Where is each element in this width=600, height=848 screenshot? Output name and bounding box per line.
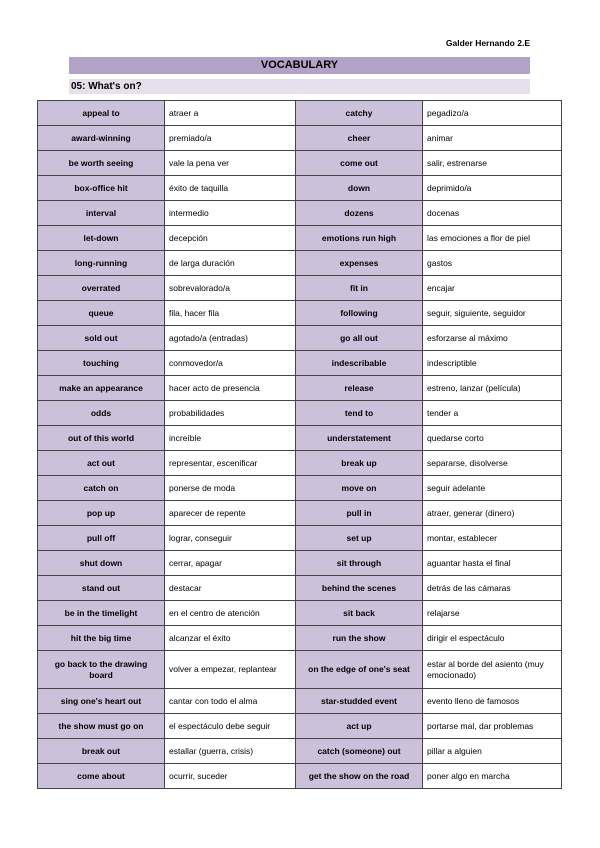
term-cell: sing one's heart out: [38, 689, 165, 714]
definition-cell: seguir adelante: [423, 476, 562, 501]
term-cell: queue: [38, 301, 165, 326]
term-cell: indescribable: [296, 351, 423, 376]
definition-cell: representar, escenificar: [165, 451, 296, 476]
term-cell: appeal to: [38, 101, 165, 126]
term-cell: tend to: [296, 401, 423, 426]
definition-cell: poner algo en marcha: [423, 764, 562, 789]
table-row: [38, 376, 562, 401]
definition-cell: el espectáculo debe seguir: [165, 714, 296, 739]
definition-cell: tender a: [423, 401, 562, 426]
term-cell: following: [296, 301, 423, 326]
definition-cell: volver a empezar, replantear: [165, 651, 296, 689]
table-row: [38, 351, 562, 376]
definition-cell: salir, estrenarse: [423, 151, 562, 176]
vocabulary-table: [37, 100, 562, 789]
definition-cell: destacar: [165, 576, 296, 601]
definition-cell: estreno, lanzar (película): [423, 376, 562, 401]
table-row: [38, 251, 562, 276]
term-cell: long-running: [38, 251, 165, 276]
term-cell: behind the scenes: [296, 576, 423, 601]
definition-cell: atraer a: [165, 101, 296, 126]
table-row: [38, 301, 562, 326]
definition-cell: esforzarse al máximo: [423, 326, 562, 351]
definition-cell: agotado/a (entradas): [165, 326, 296, 351]
term-cell: cheer: [296, 126, 423, 151]
table-row: [38, 651, 562, 689]
table-row: [38, 226, 562, 251]
table-row: [38, 426, 562, 451]
term-cell: sit back: [296, 601, 423, 626]
definition-cell: indescriptible: [423, 351, 562, 376]
term-cell: out of this world: [38, 426, 165, 451]
term-cell: go back to the drawing board: [38, 651, 165, 689]
definition-cell: intermedio: [165, 201, 296, 226]
definition-cell: portarse mal, dar problemas: [423, 714, 562, 739]
definition-cell: gastos: [423, 251, 562, 276]
term-cell: understatement: [296, 426, 423, 451]
definition-cell: detrás de las cámaras: [423, 576, 562, 601]
definition-cell: premiado/a: [165, 126, 296, 151]
table-row: [38, 126, 562, 151]
page-title: VOCABULARY: [69, 57, 530, 74]
definition-cell: atraer, generar (dinero): [423, 501, 562, 526]
term-cell: move on: [296, 476, 423, 501]
definition-cell: animar: [423, 126, 562, 151]
definition-cell: aguantar hasta el final: [423, 551, 562, 576]
table-row: [38, 276, 562, 301]
term-cell: act up: [296, 714, 423, 739]
definition-cell: pillar a alguien: [423, 739, 562, 764]
definition-cell: alcanzar el éxito: [165, 626, 296, 651]
definition-cell: evento lleno de famosos: [423, 689, 562, 714]
term-cell: come out: [296, 151, 423, 176]
definition-cell: vale la pena ver: [165, 151, 296, 176]
table-row: [38, 151, 562, 176]
table-row: [38, 764, 562, 789]
table-row: [38, 526, 562, 551]
definition-cell: increíble: [165, 426, 296, 451]
term-cell: break up: [296, 451, 423, 476]
definition-cell: fila, hacer fila: [165, 301, 296, 326]
term-cell: make an appearance: [38, 376, 165, 401]
definition-cell: separarse, disolverse: [423, 451, 562, 476]
definition-cell: encajar: [423, 276, 562, 301]
term-cell: dozens: [296, 201, 423, 226]
term-cell: get the show on the road: [296, 764, 423, 789]
term-cell: catchy: [296, 101, 423, 126]
term-cell: act out: [38, 451, 165, 476]
definition-cell: relajarse: [423, 601, 562, 626]
term-cell: be worth seeing: [38, 151, 165, 176]
term-cell: pull off: [38, 526, 165, 551]
table-row: [38, 101, 562, 126]
term-cell: fit in: [296, 276, 423, 301]
definition-cell: seguir, siguiente, seguidor: [423, 301, 562, 326]
definition-cell: decepción: [165, 226, 296, 251]
definition-cell: quedarse corto: [423, 426, 562, 451]
definition-cell: montar, establecer: [423, 526, 562, 551]
term-cell: release: [296, 376, 423, 401]
term-cell: star-studded event: [296, 689, 423, 714]
definition-cell: ocurrir, suceder: [165, 764, 296, 789]
definition-cell: en el centro de atención: [165, 601, 296, 626]
definition-cell: estallar (guerra, crisis): [165, 739, 296, 764]
table-row: [38, 201, 562, 226]
definition-cell: cantar con todo el alma: [165, 689, 296, 714]
table-row: [38, 714, 562, 739]
definition-cell: cerrar, apagar: [165, 551, 296, 576]
definition-cell: estar al borde del asiento (muy emocionado): [423, 651, 562, 689]
table-row: [38, 626, 562, 651]
table-row: [38, 326, 562, 351]
definition-cell: pegadizo/a: [423, 101, 562, 126]
table-row: [38, 451, 562, 476]
definition-cell: hacer acto de presencia: [165, 376, 296, 401]
term-cell: on the edge of one's seat: [296, 651, 423, 689]
definition-cell: las emociones a flor de piel: [423, 226, 562, 251]
table-row: [38, 551, 562, 576]
term-cell: catch (someone) out: [296, 739, 423, 764]
term-cell: award-winning: [38, 126, 165, 151]
term-cell: box-office hit: [38, 176, 165, 201]
term-cell: shut down: [38, 551, 165, 576]
definition-cell: aparecer de repente: [165, 501, 296, 526]
definition-cell: sobrevalorado/a: [165, 276, 296, 301]
term-cell: expenses: [296, 251, 423, 276]
table-row: [38, 501, 562, 526]
term-cell: catch on: [38, 476, 165, 501]
term-cell: interval: [38, 201, 165, 226]
term-cell: emotions run high: [296, 226, 423, 251]
table-row: [38, 176, 562, 201]
term-cell: run the show: [296, 626, 423, 651]
definition-cell: conmovedor/a: [165, 351, 296, 376]
table-row: [38, 401, 562, 426]
term-cell: set up: [296, 526, 423, 551]
term-cell: odds: [38, 401, 165, 426]
term-cell: overrated: [38, 276, 165, 301]
table-row: [38, 476, 562, 501]
term-cell: the show must go on: [38, 714, 165, 739]
definition-cell: dirigir el espectáculo: [423, 626, 562, 651]
table-row: [38, 576, 562, 601]
term-cell: break out: [38, 739, 165, 764]
definition-cell: docenas: [423, 201, 562, 226]
term-cell: go all out: [296, 326, 423, 351]
term-cell: down: [296, 176, 423, 201]
term-cell: let-down: [38, 226, 165, 251]
unit-heading: 05: What's on?: [69, 79, 530, 94]
term-cell: sit through: [296, 551, 423, 576]
term-cell: be in the timelight: [38, 601, 165, 626]
term-cell: pop up: [38, 501, 165, 526]
term-cell: sold out: [38, 326, 165, 351]
term-cell: hit the big time: [38, 626, 165, 651]
author-name: Galder Hernando 2.E: [445, 38, 530, 48]
table-row: [38, 601, 562, 626]
definition-cell: probabilidades: [165, 401, 296, 426]
table-row: [38, 739, 562, 764]
term-cell: pull in: [296, 501, 423, 526]
table-row: [38, 689, 562, 714]
term-cell: come about: [38, 764, 165, 789]
definition-cell: ponerse de moda: [165, 476, 296, 501]
definition-cell: deprimido/a: [423, 176, 562, 201]
term-cell: stand out: [38, 576, 165, 601]
definition-cell: de larga duración: [165, 251, 296, 276]
definition-cell: éxito de taquilla: [165, 176, 296, 201]
definition-cell: lograr, conseguir: [165, 526, 296, 551]
term-cell: touching: [38, 351, 165, 376]
